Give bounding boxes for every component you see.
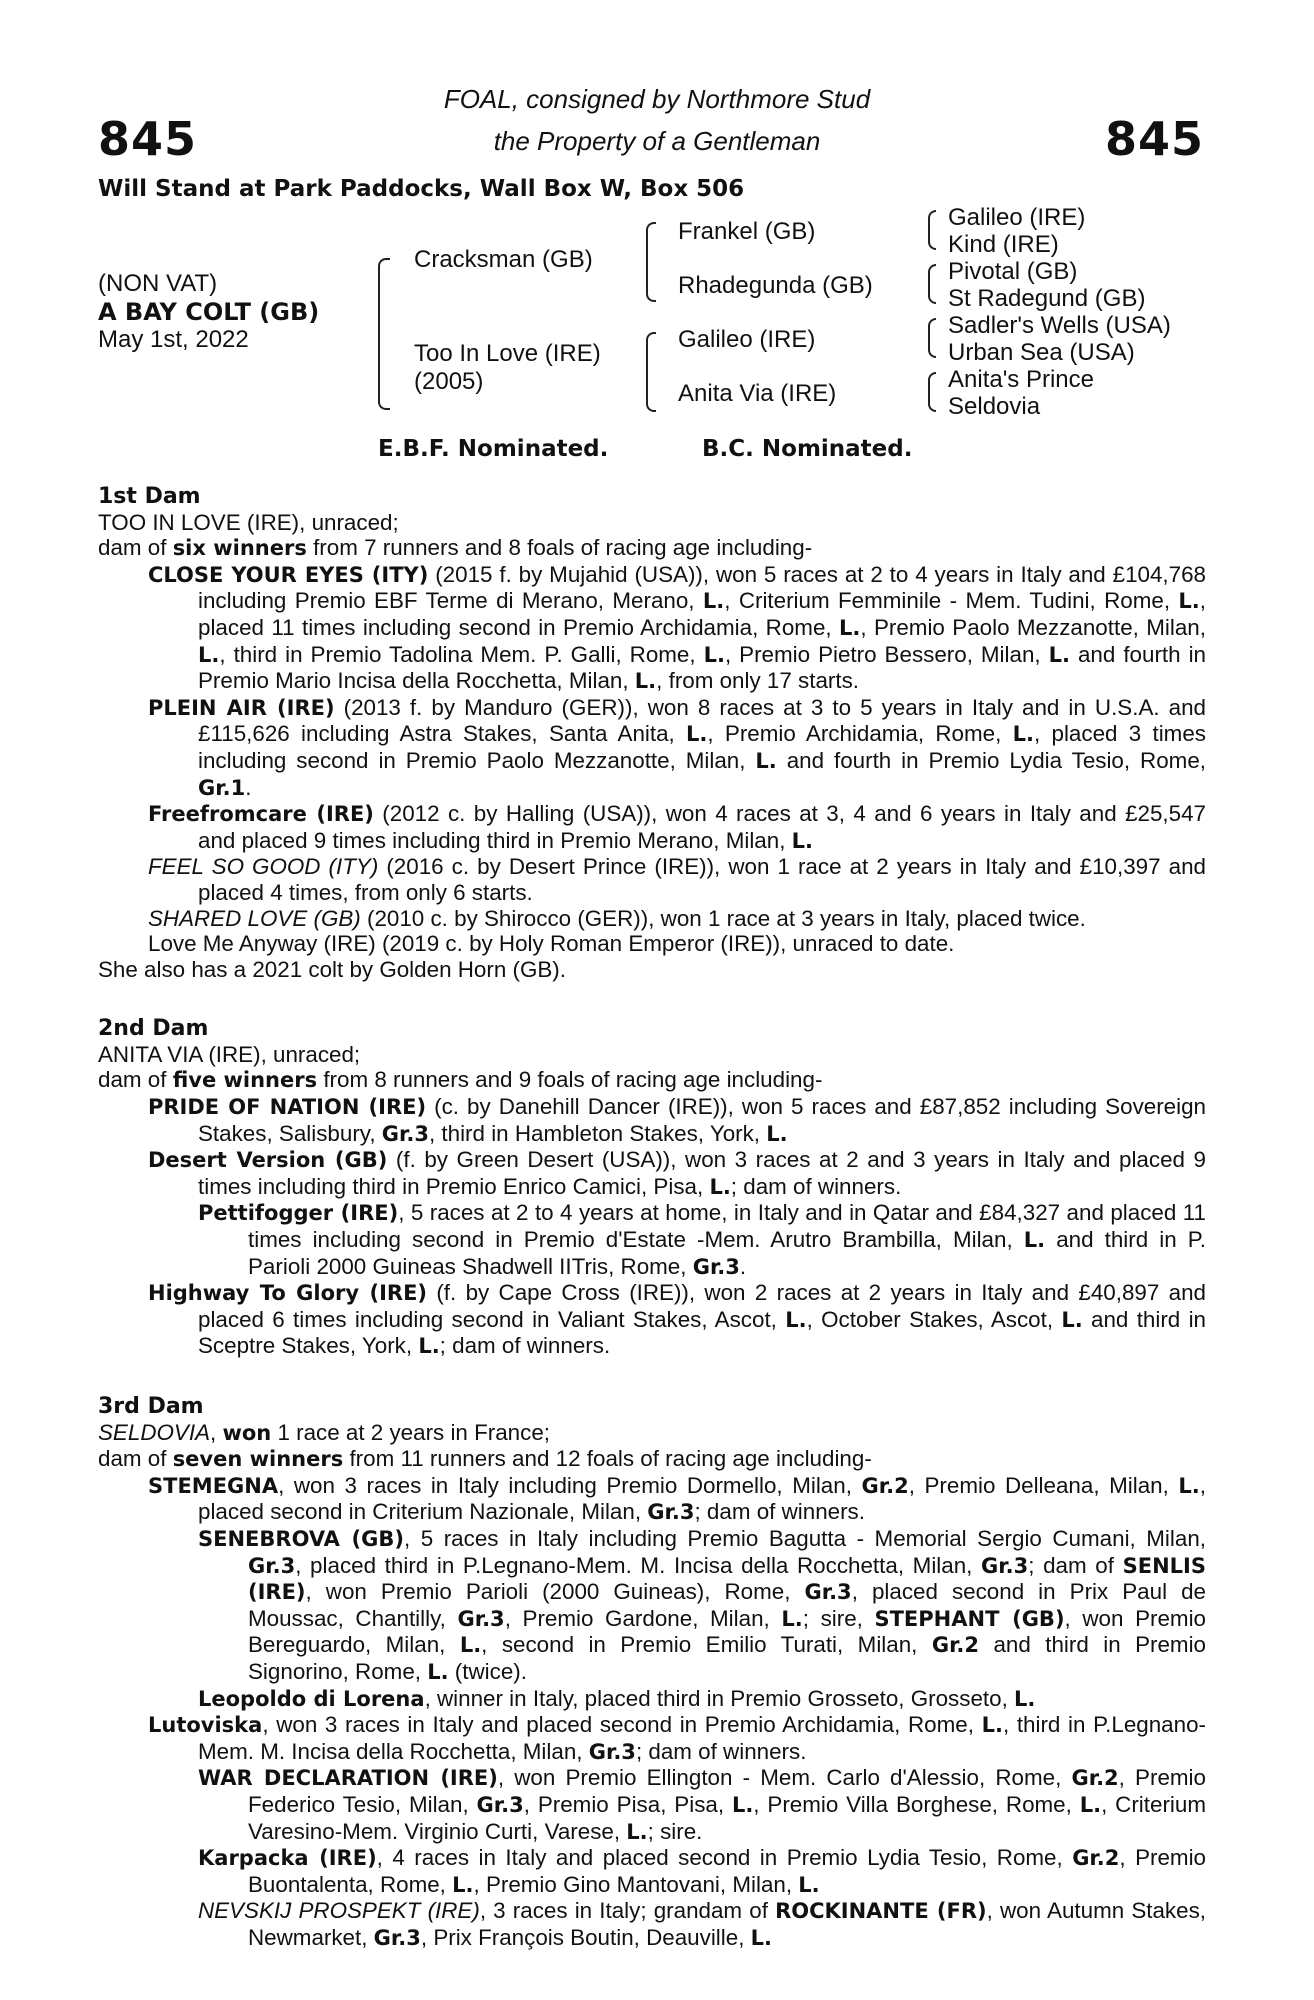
produce-desert-version: Desert Version (GB) (f. by Green Desert (USA)), won 3 races at 2 and 3 years in Italy and placed 9 times including third in Premio Enrico Camici, Pisa, L.; dam of winners. [148, 1147, 1206, 1199]
sire-dam-name: Rhadegunda (GB) [678, 272, 873, 299]
sire-name: Cracksman (GB) [414, 246, 593, 273]
foaling-date: May 1st, 2022 [98, 326, 249, 353]
produce-freefromcare: Freefromcare (IRE) (2012 c. by Halling (USA)), won 4 races at 3, 4 and 6 years in Italy and £25,547 and placed 9 times including third in Premio Merano, Milan, L. [148, 801, 1207, 853]
second-dam-produce-line: dam of five winners from 8 runners and 9 foals of racing age including- [98, 1067, 823, 1093]
third-dam-produce-line: dam of seven winners from 11 runners and 12 foals of racing age including- [98, 1446, 872, 1472]
first-dam-line: TOO IN LOVE (IRE), unraced; [98, 509, 399, 535]
bc-nomination: B.C. Nominated. [702, 436, 913, 462]
pedigree-brace-sire [646, 222, 656, 302]
ebf-nomination: E.B.F. Nominated. [378, 436, 609, 462]
produce-senebrova: SENEBROVA (GB), 5 races in Italy including Premio Bagutta - Memorial Sergio Cumani, Milan, Gr.3, placed third in P.Legnano-Mem. M. Incisa della Rocchetta, Milan, Gr.3; dam of SENLIS (IRE), won Premio Parioli (2000 Guineas), Rome, Gr.3, placed second in Prix Paul de Moussac, Chantilly, Gr.3, Premio Gardone, Milan, L.; sire, STEPHANT (GB), won Premio Bereguardo, Milan, L., second in Premio Emilio Turati, Milan, Gr.2 and third in Premio Signorino, Rome, L. (twice). [198, 1525, 1207, 1684]
sire-sire-name: Frankel (GB) [678, 218, 816, 245]
vat-status: (NON VAT) [98, 270, 218, 297]
produce-pride-of-nation: PRIDE OF NATION (IRE) (c. by Danehill Dancer (IRE)), won 5 races and £87,852 including Sovereign Stakes, Salisbury, Gr.3, third in Hambleton Stakes, York, L. [148, 1094, 1207, 1146]
property-line: the Property of a Gentleman [493, 126, 821, 156]
ancestor-7: Anita's Prince [948, 366, 1094, 393]
produce-nevskij-prospekt: NEVSKIJ PROSPEKT (IRE), 3 races in Italy; grandam of ROCKINANTE (FR), won Autumn Stakes, Newmarket, Gr.3, Prix François Boutin, Deauville, L. [198, 1898, 1206, 1950]
ancestor-6: Urban Sea (USA) [948, 339, 1135, 366]
dam-sire-name: Galileo (IRE) [678, 326, 816, 353]
produce-karpacka: Karpacka (IRE), 4 races in Italy and placed second in Premio Lydia Tesio, Rome, Gr.2, Premio Buontalenta, Rome, L., Premio Gino Mantovani, Milan, L. [198, 1845, 1206, 1897]
produce-shared-love: SHARED LOVE (GB) (2010 c. by Shirocco (GER)), won 1 race at 3 years in Italy, placed twice. [148, 905, 1086, 931]
first-dam-produce-line: dam of six winners from 7 runners and 8 foals of racing age including- [98, 535, 813, 561]
dam-name: Too In Love (IRE) [414, 340, 601, 367]
produce-leopoldo-di-lorena: Leopoldo di Lorena, winner in Italy, placed third in Premio Grosseto, Grosseto, L. [198, 1685, 1036, 1711]
produce-feel-so-good: FEEL SO GOOD (ITY) (2016 c. by Desert Prince (IRE)), won 1 race at 2 years in Italy and £10,397 and placed 4 times, from only 6 starts. [148, 854, 1206, 905]
produce-highway-to-glory: Highway To Glory (IRE) (f. by Cape Cross (IRE)), won 2 races at 2 years in Italy and £40,897 and placed 6 times including second in Valiant Stakes, Ascot, L., October Stakes, Ascot, L. and third in Sceptre Stakes, York, L.; dam of winners. [148, 1280, 1206, 1359]
produce-plein-air: PLEIN AIR (IRE) (2013 f. by Manduro (GER)), won 8 races at 3 to 5 years in Italy and in U.S.A. and £115,626 including Astra Stakes, Santa Anita, L., Premio Archidamia, Rome, L., placed 3 times including second in Premio Paolo Mezzanotte, Milan, L. and fourth in Premio Lydia Tesio, Rome, Gr.1. [148, 694, 1207, 800]
produce-close-your-eyes: CLOSE YOUR EYES (ITY) (2015 f. by Mujahid (USA)), won 5 races at 2 to 4 years in Italy and £104,768 including Premio EBF Terme di Merano, Merano, L., Criterium Femminile - Mem. Tudini, Rome, L., placed 11 times including second in Premio Archidamia, Rome, L., Premio Paolo Mezzanotte, Milan, L., third in Premio Tadolina Mem. P. Galli, Rome, L., Premio Pietro Bessero, Milan, L. and fourth in Premio Mario Incisa della Rocchetta, Milan, L., from only 17 starts. [148, 561, 1207, 694]
second-dam-heading: 2nd Dam [98, 1016, 209, 1042]
produce-love-me-anyway: Love Me Anyway (IRE) (2019 c. by Holy Roman Emperor (IRE)), unraced to date. [148, 931, 955, 957]
produce-war-declaration: WAR DECLARATION (IRE), won Premio Ellington - Mem. Carlo d'Alessio, Rome, Gr.2, Premio Federico Tesio, Milan, Gr.3, Premio Pisa, Pisa, L., Premio Villa Borghese, Rome, L., Criterium Varesino-Mem. Virginio Curti, Varese, L.; sire. [198, 1765, 1206, 1844]
lot-number-left: 845 [98, 112, 198, 166]
dam-dam-name: Anita Via (IRE) [678, 380, 837, 407]
ancestor-4: St Radegund (GB) [948, 285, 1146, 312]
lot-number-right: 845 [1104, 112, 1204, 166]
pedigree-brace-g1 [928, 210, 936, 250]
dam-year: (2005) [414, 368, 484, 395]
third-dam-heading: 3rd Dam [98, 1394, 204, 1419]
second-dam-line: ANITA VIA (IRE), unraced; [98, 1041, 361, 1067]
pedigree-brace-g4 [928, 372, 936, 412]
consignor-line: FOAL, consigned by Northmore Stud [443, 84, 871, 114]
ancestor-5: Sadler's Wells (USA) [948, 312, 1171, 339]
ancestor-8: Seldovia [948, 393, 1041, 420]
ancestor-2: Kind (IRE) [948, 231, 1059, 258]
ancestor-3: Pivotal (GB) [948, 258, 1078, 285]
catalogue-body [98, 484, 1206, 1951]
produce-lutoviska: Lutoviska, won 3 races in Italy and placed second in Premio Archidamia, Rome, L., third in P.Legnano-Mem. M. Incisa della Rocchetta, Milan, Gr.3; dam of winners. [148, 1712, 1206, 1764]
ancestor-1: Galileo (IRE) [948, 204, 1086, 231]
produce-2021-colt: She also has a 2021 colt by Golden Horn (GB). [98, 956, 566, 982]
first-dam-heading: 1st Dam [98, 484, 201, 509]
produce-pettifogger: Pettifogger (IRE), 5 races at 2 to 4 years at home, in Italy and in Qatar and £84,327 and placed 11 times including second in Premio d'Estate -Mem. Arutro Brambilla, Milan, L. and third in P. Parioli 2000 Guineas Shadwell IITris, Rome, Gr.3. [198, 1200, 1207, 1279]
pedigree-brace-dam [646, 332, 656, 412]
produce-stemegna: STEMEGNA, won 3 races in Italy including Premio Dormello, Milan, Gr.2, Premio Delleana, Milan, L., placed second in Criterium Nazionale, Milan, Gr.3; dam of winners. [148, 1472, 1206, 1525]
pedigree-brace-main [378, 258, 390, 410]
pedigree-brace-g2 [928, 264, 936, 304]
third-dam-line: SELDOVIA, won 1 race at 2 years in France; [98, 1419, 551, 1445]
stand-location: Will Stand at Park Paddocks, Wall Box W, Box 506 [98, 176, 745, 202]
pedigree-brace-g3 [928, 318, 936, 358]
horse-name: A BAY COLT (GB) [98, 298, 320, 326]
